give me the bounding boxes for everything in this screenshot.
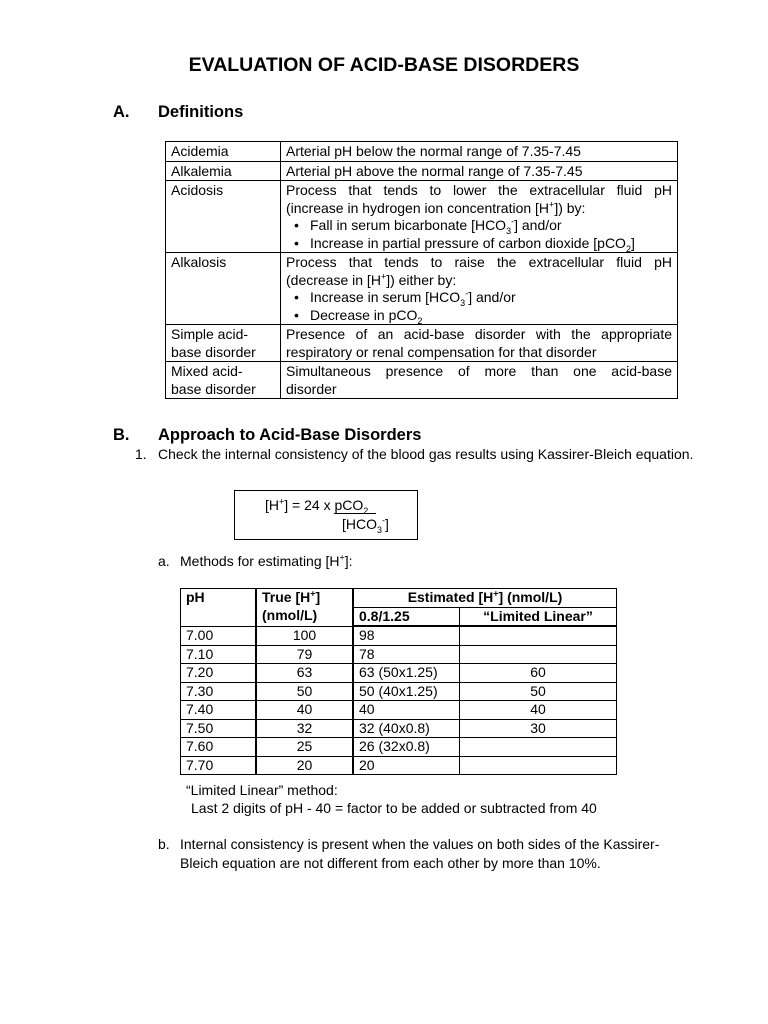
definition-row [166,362,678,399]
item-letter: b. [158,836,170,852]
definition-text [281,362,678,399]
definition-line: (increase in hydrogen ion concentration [H+]) by: [286,198,586,216]
definition-line: (decrease in [H+]) either by: [286,270,457,288]
cell-method-2: 50 [460,682,617,701]
cell-ph: 7.30 [181,682,257,701]
section-b-letter: B. [113,426,130,444]
item-text [180,835,707,873]
definitions-table [165,141,678,399]
cell-method-1: 32 (40x0.8) [353,719,460,738]
header-ph: pH [181,589,257,627]
definition-term: Acidosis [166,181,281,253]
cell-method-1: 20 [353,756,460,775]
note-heading: “Limited Linear” method: [186,782,338,798]
cell-method-1: 26 (32x0.8) [353,738,460,757]
definition-line: Process that tends to lower the extracellular fluid pH [286,182,672,198]
item-text: Methods for estimating [H+]: [180,552,353,569]
table-row [181,701,617,720]
definition-term: Alkalemia [166,161,281,181]
term-line: Simple acid- [171,326,249,342]
definition-line: Presence of an acid-base disorder with the appropriate [286,326,672,342]
cell-ph: 7.00 [181,626,257,645]
cell-method-1: 78 [353,645,460,664]
cell-ph: 7.50 [181,719,257,738]
definition-line: Simultaneous presence of more than one acid-base [286,363,672,379]
header-method-1: 0.8/1.25 [353,607,460,626]
cell-method-1: 40 [353,701,460,720]
table-row [181,738,617,757]
header-true-line: True [H+] [262,588,321,605]
definition-bullet: • Increase in serum $[HCO_3^-]$ and/or [310,289,672,307]
cell-method-1: 63 (50x1.25) [353,664,460,683]
cell-true: 63 [256,664,353,683]
table-row [181,682,617,701]
cell-true: 40 [256,701,353,720]
section-a-letter: A. [113,103,130,121]
item-line: Bleich equation are not different from each other by more than 10%. [180,855,601,871]
definition-text [281,325,678,362]
cell-ph: 7.20 [181,664,257,683]
section-b-title: Approach to Acid-Base Disorders [158,426,422,444]
item-line: Internal consistency is present when the values on both sides of the Kassirer- [180,836,660,852]
cell-true: 25 [256,738,353,757]
definition-row [166,142,678,162]
cell-true: 20 [256,756,353,775]
item-letter: a. [158,553,170,569]
cell-true: 50 [256,682,353,701]
cell-method-1: 98 [353,626,460,645]
definition-row [166,253,678,325]
cell-true: 32 [256,719,353,738]
definition-term [166,362,281,399]
cell-true: 79 [256,645,353,664]
cell-ph: 7.70 [181,756,257,775]
definition-bullet: • Increase in partial pressure of carbon dioxide [pCO$_2$] [310,235,672,253]
page-title: EVALUATION OF ACID-BASE DISORDERS [188,54,580,76]
table-row [181,626,617,645]
header-true-unit: (nmol/L) [262,606,318,623]
cell-ph: 7.10 [181,645,257,664]
definition-text: Arterial pH above the normal range of 7.35-7.45 [281,161,678,181]
header-estimated: Estimated [H+] (nmol/L) [353,589,617,608]
definition-bullet: • Decrease in pCO$_2$ [310,307,672,325]
step-number: 1. [135,446,147,462]
cell-method-2 [460,738,617,757]
term-line: Mixed acid- [171,363,243,379]
definition-text: Arterial pH below the normal range of 7.35-7.45 [281,142,678,162]
table-row [181,645,617,664]
equation-lhs: [H+] = 24 x [265,496,331,513]
section-a-title: Definitions [158,103,244,121]
table-row [181,719,617,738]
cell-method-2: 40 [460,701,617,720]
limited-linear-note [186,781,597,817]
table-row [181,756,617,775]
definition-bullet: • Fall in serum bicarbonate $[HCO_3^-]$ and/or [310,217,672,235]
definition-row [166,161,678,181]
definition-bullets [286,217,672,252]
definition-row [166,325,678,362]
step-text: Check the internal consistency of the blood gas results using Kassirer-Bleich equation. [158,446,694,462]
cell-method-1: 50 (40x1.25) [353,682,460,701]
term-line: base disorder [171,343,256,360]
cell-method-2 [460,756,617,775]
definition-term [166,325,281,362]
cell-ph: 7.40 [181,701,257,720]
definition-line: respiratory or renal compensation for that disorder [286,343,597,360]
equation-numerator: pCO$_2$ [334,497,376,514]
definition-term: Alkalosis [166,253,281,325]
definition-term: Acidemia [166,142,281,162]
cell-ph: 7.60 [181,738,257,757]
definition-line: Process that tends to raise the extracellular fluid pH [286,254,672,270]
cell-method-2: 60 [460,664,617,683]
kassirer-bleich-equation [234,490,418,540]
cell-method-2: 30 [460,719,617,738]
cell-true: 100 [256,626,353,645]
header-true-h [256,589,353,627]
definition-line: disorder [286,380,337,397]
note-formula: Last 2 digits of pH - 40 = factor to be added or subtracted from 40 [191,800,597,816]
table-header-row [181,589,617,608]
term-line: base disorder [171,380,256,397]
definition-row [166,181,678,253]
definition-bullets [286,289,672,324]
cell-method-2 [460,626,617,645]
header-method-2: “Limited Linear” [460,607,617,626]
table-row [181,664,617,683]
definition-text [281,181,678,253]
cell-method-2 [460,645,617,664]
equation-denominator: $[HCO_3^-]$ [342,515,389,535]
h-estimation-table [180,588,617,775]
definition-text [281,253,678,325]
